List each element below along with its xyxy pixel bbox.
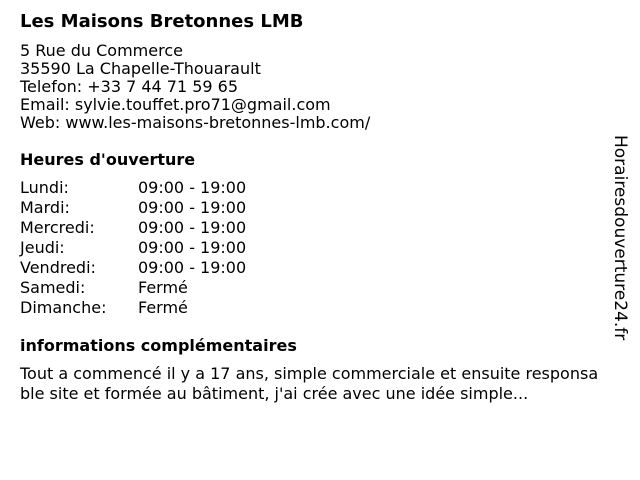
business-card <box>20 10 600 404</box>
street-address: 5 Rue du Commerce <box>20 41 183 60</box>
business-name: Les Maisons Bretonnes LMB <box>20 11 304 32</box>
day-label: Jeudi: <box>20 238 65 257</box>
time-value: 09:00 - 19:00 <box>138 218 247 237</box>
time-value: 09:00 - 19:00 <box>138 178 247 197</box>
site-watermark: Horairesdouverture24.fr <box>610 135 630 341</box>
day-label: Samedi: <box>20 278 86 297</box>
day-label: Mercredi: <box>20 218 95 237</box>
hours-row-lundi <box>20 178 600 198</box>
time-value: Fermé <box>138 298 188 317</box>
time-value: 09:00 - 19:00 <box>138 198 247 217</box>
day-label: Dimanche: <box>20 298 107 317</box>
day-label: Vendredi: <box>20 258 96 277</box>
email-address: Email: sylvie.touffet.pro71@gmail.com <box>20 95 331 114</box>
day-label: Mardi: <box>20 198 70 217</box>
time-value: 09:00 - 19:00 <box>138 258 247 277</box>
hours-row-samedi <box>20 278 600 298</box>
hours-row-vendredi <box>20 258 600 278</box>
additional-info-text: Tout a commencé il y a 17 ans, simple commerciale et ensuite responsable site et formée au bâtiment, j'ai crée avec une idée simple... <box>20 364 599 403</box>
hours-row-jeudi <box>20 238 600 258</box>
day-label: Lundi: <box>20 178 69 197</box>
hours-row-mercredi <box>20 218 600 238</box>
time-value: 09:00 - 19:00 <box>138 238 247 257</box>
hours-row-mardi <box>20 198 600 218</box>
hours-row-dimanche <box>20 298 600 318</box>
opening-hours-table <box>20 178 600 318</box>
additional-info-heading: informations complémentaires <box>20 336 297 355</box>
website-address: Web: www.les-maisons-bretonnes-lmb.com/ <box>20 113 371 132</box>
address-block <box>20 42 600 132</box>
opening-hours-heading: Heures d'ouverture <box>20 150 196 169</box>
city-address: 35590 La Chapelle-Thouarault <box>20 59 261 78</box>
phone-number: Telefon: +33 7 44 71 59 65 <box>20 77 239 96</box>
time-value: Fermé <box>138 278 188 297</box>
